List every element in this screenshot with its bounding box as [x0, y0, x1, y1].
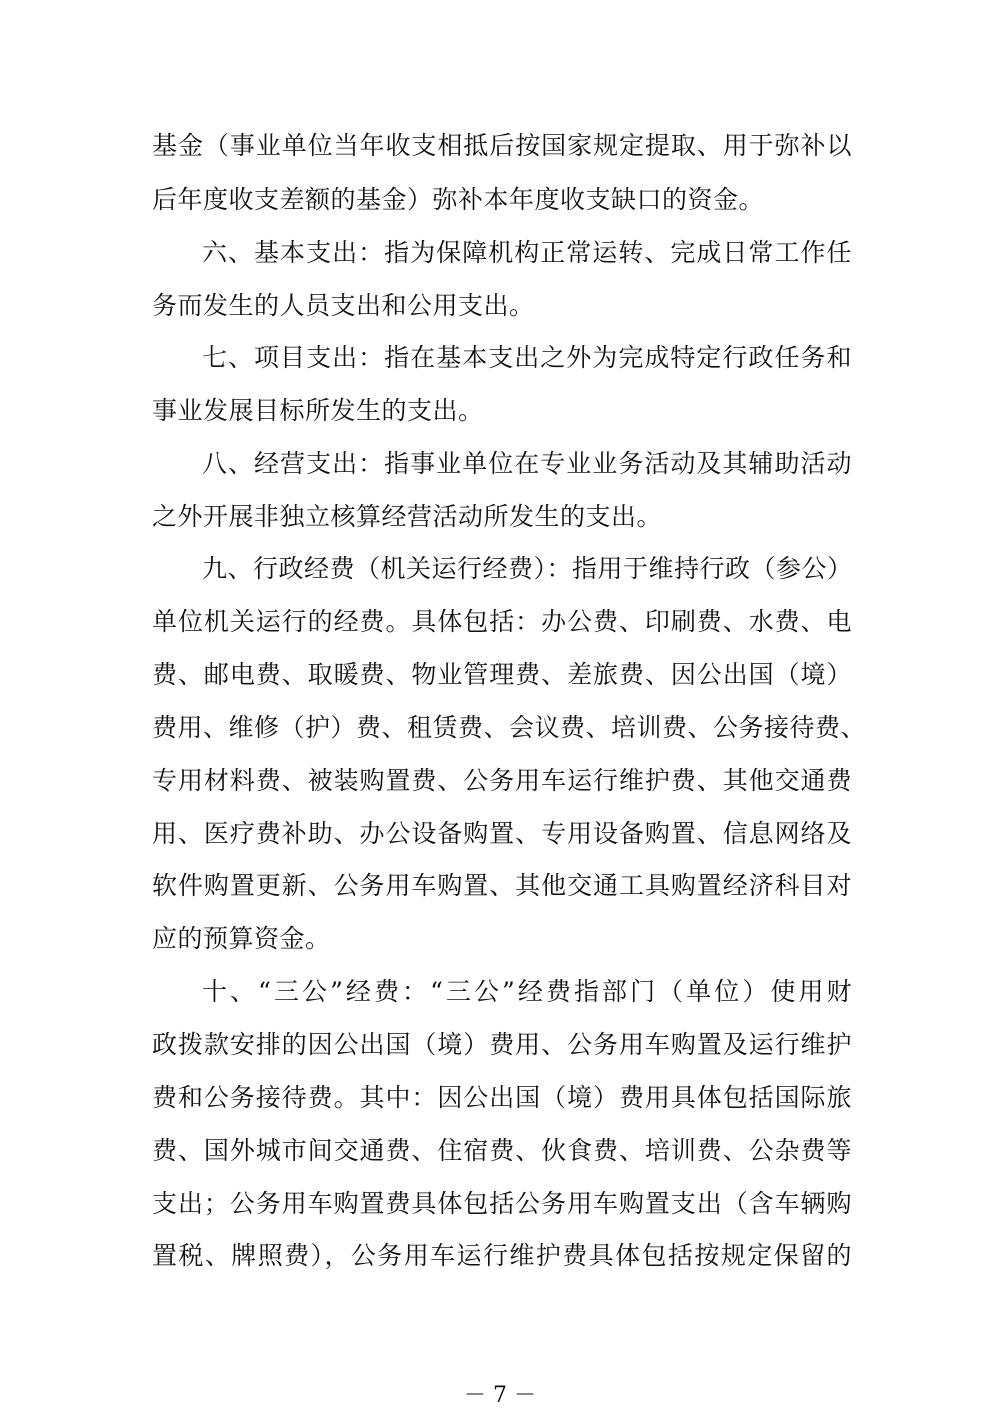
paragraph-ten-line-2: 政拨款安排的因公出国（境）费用、公务用车购置及运行维护	[152, 1030, 852, 1059]
paragraph-nine-line-8: 应的预算资金。	[152, 924, 331, 953]
paragraph-eight-line-2: 之外开展非独立核算经营活动所发生的支出。	[152, 502, 663, 531]
paragraph-ten-line-6: 置税、牌照费），公务用车运行维护费具体包括按规定保留的	[152, 1241, 852, 1270]
paragraph-nine-line-1: 九、行政经费（机关运行经费）：指用于维持行政（参公）	[202, 554, 853, 583]
paragraph-nine-line-2: 单位机关运行的经费。具体包括：办公费、印刷费、水费、电	[152, 607, 852, 636]
paragraph-nine-line-4: 费用、维修（护）费、租赁费、会议费、培训费、公务接待费、	[152, 713, 867, 742]
text-line-1: 基金（事业单位当年收支相抵后按国家规定提取、用于弥补以	[152, 131, 852, 160]
paragraph-nine-line-7: 软件购置更新、公务用车购置、其他交通工具购置经济科目对	[152, 871, 852, 900]
paragraph-six-line-2: 务而发生的人员支出和公用支出。	[152, 291, 535, 320]
paragraph-ten-line-1: 十、“三公”经费：“三公”经费指部门（单位）使用财	[202, 977, 852, 1006]
paragraph-ten-line-5: 支出；公务用车购置费具体包括公务用车购置支出（含车辆购	[152, 1189, 852, 1218]
page-number: － 7 －	[464, 1383, 536, 1408]
paragraph-nine-line-5: 专用材料费、被装购置费、公务用车运行维护费、其他交通费	[152, 766, 852, 795]
paragraph-ten-line-4: 费、国外城市间交通费、住宿费、伙食费、培训费、公杂费等	[152, 1136, 852, 1165]
paragraph-eight-line-1: 八、经营支出：指事业单位在专业业务活动及其辅助活动	[202, 449, 852, 478]
paragraph-six-line-1: 六、基本支出：指为保障机构正常运转、完成日常工作任	[202, 238, 852, 267]
paragraph-ten-line-3: 费和公务接待费。其中：因公出国（境）费用具体包括国际旅	[152, 1083, 852, 1112]
paragraph-nine-line-6: 用、医疗费补助、办公设备购置、专用设备购置、信息网络及	[152, 819, 852, 848]
text-line-2: 后年度收支差额的基金）弥补本年度收支缺口的资金。	[152, 185, 765, 214]
paragraph-nine-line-3: 费、邮电费、取暖费、物业管理费、差旅费、因公出国（境）	[152, 660, 852, 689]
paragraph-seven-line-1: 七、项目支出：指在基本支出之外为完成特定行政任务和	[202, 343, 852, 372]
paragraph-seven-line-2: 事业发展目标所发生的支出。	[152, 396, 484, 425]
